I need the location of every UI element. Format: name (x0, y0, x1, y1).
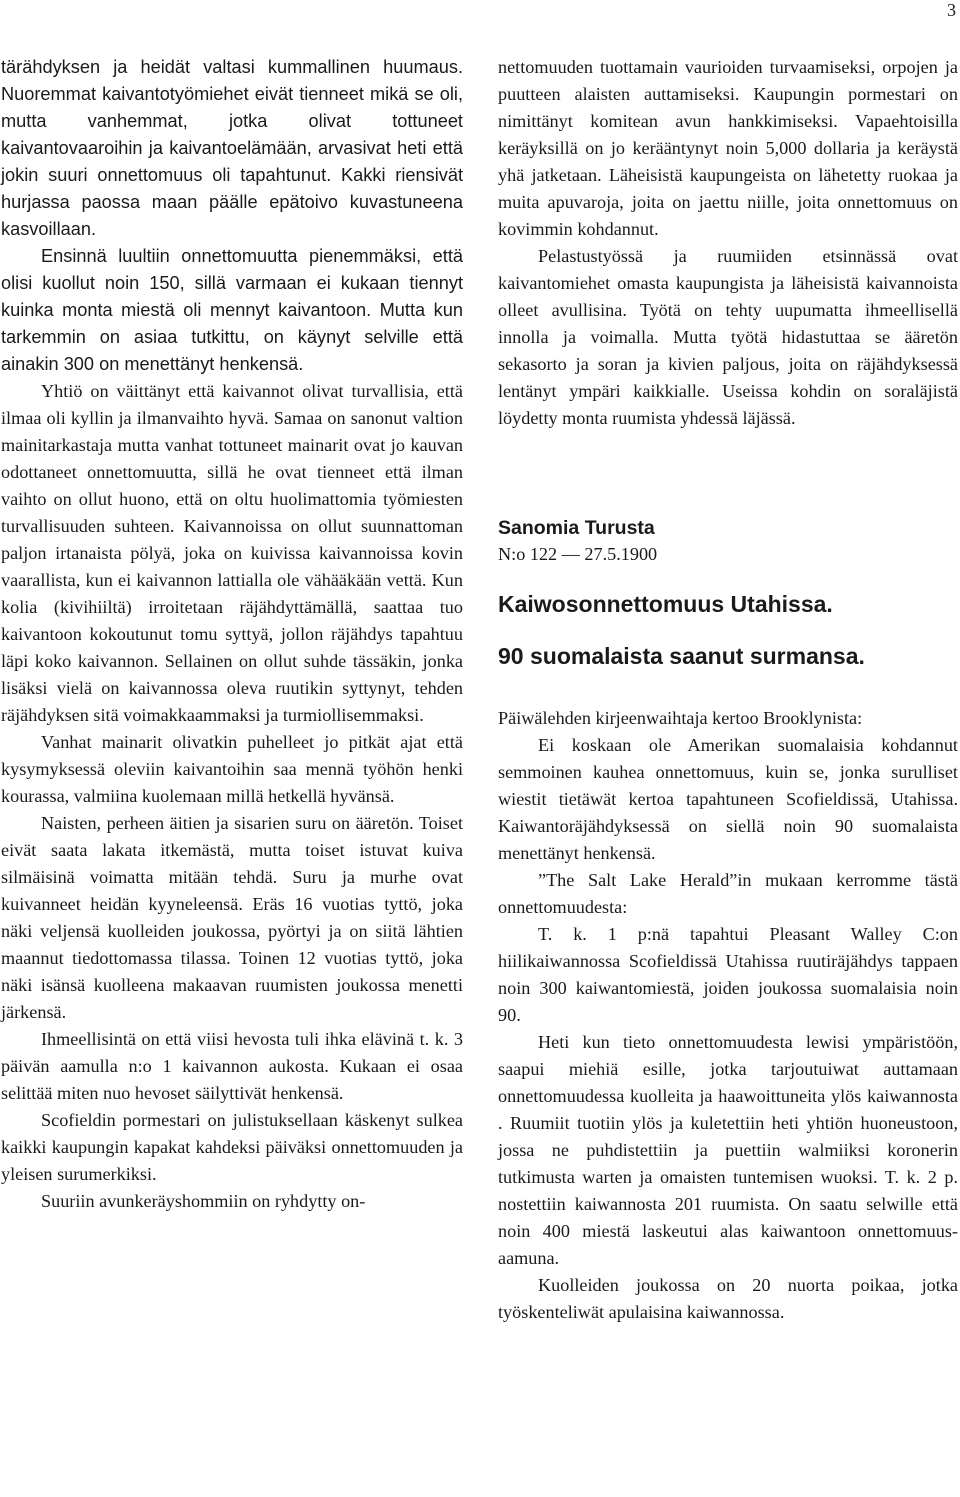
paragraph: nettomuuden tuottamain vaurioiden turvaamiseksi, orpojen ja puutteen alaisten auttamiseksi. Kaupungin pormestari on nimittänyt komitean avun hankkimiseksi. Vapaehtoisilla keräyksillä on jo kerääntynyt noin 5,000 dollaria ja keräystä yhä jatketaan. Läheisistä kaupungeista on lähetetty ruokaa ja muita apuvaroja, joita on jaettu niille, joita onnettomuus on kovimmin kohdannut. (498, 57, 958, 239)
right-column (498, 54, 958, 1326)
paragraph: Ei koskaan ole Amerikan suomalaisia kohdannut semmoinen kauhea onnettomuus, kuin se, jonka surulliset wiestit tietäwät kertoa tapahtuneen Scofieldissä, Utahissa. Kaiwantoräjähdyksessä on siellä noin 90 suomalaista menettänyt henkensä. (498, 735, 958, 863)
paragraph: Scofieldin pormestari on julistuksellaan käskenyt sulkea kaikki kaupungin kapakat kahdeksi päiväksi onnettomuuden ja yleisen surumerkiksi. (1, 1110, 463, 1184)
left-column (1, 54, 463, 1215)
article-headline: Kaiwosonnettomuus Utahissa. (498, 591, 833, 617)
paragraph: T. k. 1 p:nä tapahtui Pleasant Walley C:on hiilikaiwannossa Scofieldissä Utahissa ruutiräjähdys tappaen noin 300 kaiwantomiestä, joiden joukossa suomalaisia noin 90. (498, 924, 958, 1025)
paragraph: Vanhat mainarit olivatkin puhelleet jo pitkät ajat että kysymyksessä oleviin kaivantoihin saa mennä työhön henki kourassa, valmiina kuolemaan millä hetkellä hyvänsä. (1, 732, 463, 806)
publication-issue: N:o 122 — 27.5.1900 (498, 544, 658, 564)
paragraph: Heti kun tieto onnettomuudesta lewisi ympäristöön, saapui miehiä esille, jotka tarjoutuiwat auttamaan onnettomuudessa kuolleita ja haawoittuneita ylös kaiwannosta . Ruumiit tuotiin ylös ja kuletettiin heti yhtiön huoneustoon, jossa ne puhdistettiin ja puettiin walmiiksi koronerin tutkimusta warten ja omaisten tuntemisen wuoksi. T. k. 2 p. nostettiin kaiwannosta 201 ruumista. On saatu selwille että noin 400 miestä laskeutui alas kaiwantoon onnettomuus-aamuna. (498, 1032, 958, 1268)
paragraph: Ihmeellisintä on että viisi hevosta tuli ihka elävinä t. k. 3 päivän aamulla n:o 1 kaivannon aukosta. Kukaan ei osaa selittää miten nuo hevoset säilyttivät henkensä. (1, 1029, 463, 1103)
paragraph: Yhtiö on väittänyt että kaivannot olivat turvallisia, että ilmaa oli kyllin ja ilmanvaihto hyvä. Samaa on sanonut valtion mainitarkastaja mutta vanhat tottuneet mainarit ovat jo kauvan odottaneet onnettomuutta, sillä he ovat tienneet että ilman vaihto on ollut huono, että on oltu huolimattomia työmiesten turvallisuuden suhteen. Kaivannoissa on ollut suunnattoman paljon irtanaista pölyä, joka on kuivissa kaivannoissa kovin vaarallista, kun ei kaivannon lattialla ole vähääkään vettä. Kun kolia (kivihiiltä) irroitetaan räjähdyttämällä, saattaa tuo kaivantoon kokoutunut tomu syttyä, jollon räjähdys tapahtuu läpi koko kaivannon. Sellainen on ollut suhde tässäkin, jonka lisäksi vielä on kaivannossa oleva ruutikin syttynyt, tehden räjähdyksen sitä voimakkaammaksi ja turmiollisemmaksi. (1, 381, 463, 725)
paragraph: Naisten, perheen äitien ja sisarien suru on ääretön. Toiset eivät saata lakata itkemästä, mutta toiset istuvat kuiva silmäisinä voimatta mitään tehdä. Suru ja murhe ovat kuivanneet heidän kyyneleensä. Eräs 16 vuotias tyttö, joka näki veljensä kuolleiden joukossa, pyörtyi ja on siitä lähtien maannut tiedottomassa tilassa. Toinen 12 vuotias tyttö, joka näki isänsä kuolleena makaavan ruumisten joukossa menetti järkensä. (1, 813, 463, 1022)
paragraph: Suuriin avunkeräyshommiin on ryhdytty on- (41, 1191, 366, 1211)
page-number: 3 (947, 0, 956, 20)
paragraph: Pelastustyössä ja ruumiiden etsinnässä ovat kaivantomiehet omasta kaupungista ja läheisistä kaivannoista olleet avullisina. Työtä on tehty uupumatta ihmeellisellä innolla ja voimalla. Mutta työtä hidastuttaa se ääretön sekasorto ja soran ja kivien paljous, joita on räjähdyksessä lentänyt ympäri kaikkialle. Useissa kohdin on soraläjistä löydetty monta ruumista yhdessä läjässä. (498, 246, 958, 428)
paragraph: Päiwälehden kirjeenwaihtaja kertoo Brooklynista: (498, 708, 863, 728)
article-subheadline: 90 suomalaista saanut surmansa. (498, 643, 865, 669)
section-gap (498, 432, 958, 515)
paragraph: Ensinnä luultiin onnettomuutta pienemmäksi, että olisi kuollut noin 150, sillä varmaan ei kukaan tiennyt kuinka monta miestä oli mennyt kaivantoon. Mutta kun tarkemmin on asiaa tutkittu, on käynyt selville että ainakin 300 on menettänyt henkensä. (1, 246, 463, 374)
publication-title: Sanomia Turusta (498, 517, 655, 539)
paragraph: ”The Salt Lake Herald”in mukaan kerromme tästä onnettomuudesta: (498, 870, 958, 917)
paragraph: Kuolleiden joukossa on 20 nuorta poikaa, jotka työskenteliwät apulaisina kaiwannossa. (498, 1275, 958, 1322)
paragraph: tärähdyksen ja heidät valtasi kummallinen huumaus. Nuoremmat kaivantotyömiehet eivät tienneet mikä se oli, mutta vanhemmat, jotka olivat tottuneet kaivantovaaroihin ja kaivantoelämään, arvasivat heti että jokin suuri onnettomuus oli tapahtunut. Kakki riensivät hurjassa paossa maan päälle epätoivo kuvastuneena kasvoillaan. (1, 57, 463, 239)
